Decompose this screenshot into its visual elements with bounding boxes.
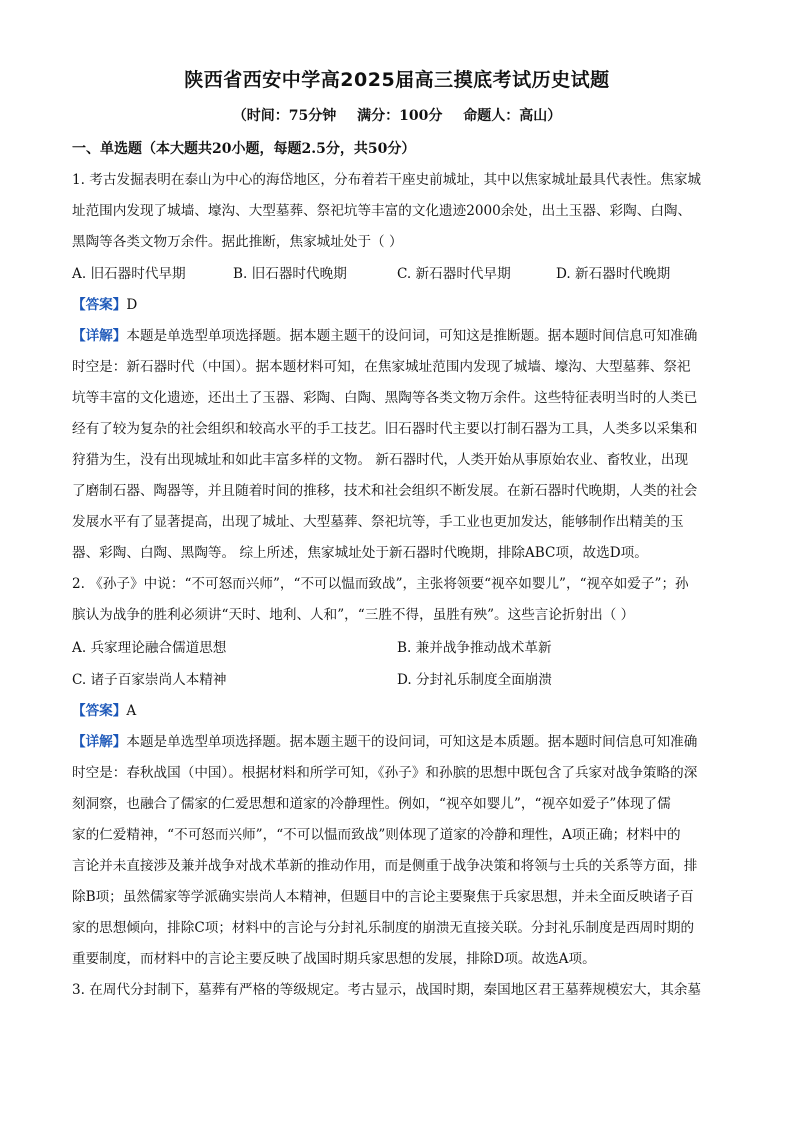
answer-label: 【答案】 bbox=[72, 703, 127, 719]
stem-line: 址范围内发现了城墙、壕沟、大型墓葬、祭祀坑等丰富的文化遗迹2000余处，出土玉器、彩陶、白陶、 bbox=[72, 203, 692, 219]
detail-text: 本题是单选型单项选择题。据本题主题干的设问词，可知这是本质题。据本题时间信息可知准确 bbox=[126, 734, 698, 750]
section-heading: 一、单选题（本大题共20小题，每题2.5分，共50分） bbox=[72, 141, 416, 157]
detail-label: 【详解】 bbox=[72, 328, 127, 344]
q1-option-a: A. 旧石器时代早期 bbox=[72, 266, 186, 282]
detail-line: 坑等丰富的文化遗迹，还出土了玉器、彩陶、白陶、黑陶等各类文物万余件。这些特征表明当时的人类已 bbox=[72, 390, 698, 406]
detail-label: 【详解】 bbox=[72, 734, 127, 750]
detail-line: 刻洞察，也融合了儒家的仁爱思想和道家的冷静理性。例如，“视卒如婴儿”，“视卒如爱子”体现了儒 bbox=[72, 796, 671, 812]
q2-option-b: B. 兼并战争推动战术革新 bbox=[397, 640, 552, 656]
detail-line: 重要制度，而材料中的言论主要反映了战国时期兵家思想的发展，排除D项。故选A项。 bbox=[72, 951, 596, 967]
answer-label: 【答案】 bbox=[72, 297, 127, 313]
question-2-stem bbox=[72, 569, 724, 631]
exam-meta bbox=[0, 104, 794, 128]
q2-option-c: C. 诸子百家崇尚人本精神 bbox=[72, 672, 227, 688]
detail-line-1 bbox=[72, 321, 724, 352]
q2-detail bbox=[72, 727, 724, 975]
q2-option-d: D. 分封礼乐制度全面崩溃 bbox=[397, 672, 552, 688]
question-1-stem bbox=[72, 165, 724, 258]
stem-line: 2. 《孙子》中说：“不可怒而兴师”，“不可以愠而致战”，主张将领要“视卒如婴儿”，“视卒如爱子”；孙 bbox=[72, 576, 689, 592]
exam-author: 命题人：高山） bbox=[463, 108, 562, 124]
stem-line: 黑陶等各类文物万余件。据此推断，焦家城址处于（ ） bbox=[72, 234, 403, 250]
exam-score: 满分：100分 bbox=[357, 108, 443, 124]
detail-line: 除B项；虽然儒家等学派确实崇尚人本精神，但题目中的言论主要聚焦于兵家思想，并未全面反映诸子百 bbox=[72, 889, 694, 905]
detail-line: 时空是：春秋战国（中国）。根据材料和所学可知，《孙子》和孙膑的思想中既包含了兵家对战争策略的深 bbox=[72, 765, 698, 781]
detail-line: 家的思想倾向，排除C项；材料中的言论与分封礼乐制度的崩溃无直接关联。分封礼乐制度是西周时期的 bbox=[72, 920, 695, 936]
q1-option-d: D. 新石器时代晚期 bbox=[556, 266, 671, 282]
q2-option-a: A. 兵家理论融合儒道思想 bbox=[72, 640, 227, 656]
q1-option-b: B. 旧石器时代晚期 bbox=[233, 266, 347, 282]
detail-line: 经有了较为复杂的社会组织和较高水平的手工技艺。旧石器时代主要以打制石器为工具，人类多以采集和 bbox=[72, 421, 698, 437]
detail-line: 发展水平有了显著提高，出现了城址、大型墓葬、祭祀坑等，手工业也更加发达，能够制作出精美的玉 bbox=[72, 514, 684, 530]
detail-line: 了磨制石器、陶器等，并且随着时间的推移，技术和社会组织不断发展。在新石器时代晚期，人类的社会 bbox=[72, 483, 698, 499]
detail-line: 器、彩陶、白陶、黑陶等。 综上所述，焦家城址处于新石器时代晚期，排除ABC项，故选D项。 bbox=[72, 545, 648, 561]
exam-title: 陕西省西安中学高2025届高三摸底考试历史试题 bbox=[184, 69, 610, 91]
answer-value: A bbox=[126, 703, 137, 719]
q1-answer bbox=[72, 293, 137, 317]
detail-line: 狩猎为生，没有出现城址和如此丰富多样的文物。 新石器时代，人类开始从事原始农业、畜牧业，出现 bbox=[72, 452, 689, 468]
exam-time: （时间：75分钟 bbox=[232, 108, 337, 124]
q2-answer bbox=[72, 699, 136, 723]
q1-option-c: C. 新石器时代早期 bbox=[397, 266, 511, 282]
stem-line: 1. 考古发掘表明在泰山为中心的海岱地区，分布着若干座史前城址，其中以焦家城址最具代表性。焦家城 bbox=[72, 172, 702, 188]
detail-line-1 bbox=[72, 727, 724, 758]
question-3-stem bbox=[72, 975, 724, 1006]
stem-line: 膑认为战争的胜利必须讲“天时、地利、人和”，“三胜不得，虽胜有殃”。这些言论折射出（ ） bbox=[72, 607, 635, 623]
stem-line: 3. 在周代分封制下，墓葬有严格的等级规定。考古显示，战国时期，秦国地区君王墓葬规模宏大，其余墓 bbox=[72, 982, 702, 998]
detail-line: 言论并未直接涉及兼并战争对战术革新的推动作用，而是侧重于战争决策和将领与士兵的关系等方面，排 bbox=[72, 858, 698, 874]
detail-line: 时空是：新石器时代（中国）。据本题材料可知，在焦家城址范围内发现了城墙、壕沟、大型墓葬、祭祀 bbox=[72, 359, 691, 375]
q1-detail bbox=[72, 321, 724, 569]
detail-text: 本题是单选型单项选择题。据本题主题干的设问词，可知这是推断题。据本题时间信息可知准确 bbox=[126, 328, 698, 344]
answer-value: D bbox=[126, 297, 138, 313]
detail-line: 家的仁爱精神，“不可怒而兴师”，“不可以愠而致战”则体现了道家的冷静和理性，A项正确；材料中的 bbox=[72, 827, 681, 843]
